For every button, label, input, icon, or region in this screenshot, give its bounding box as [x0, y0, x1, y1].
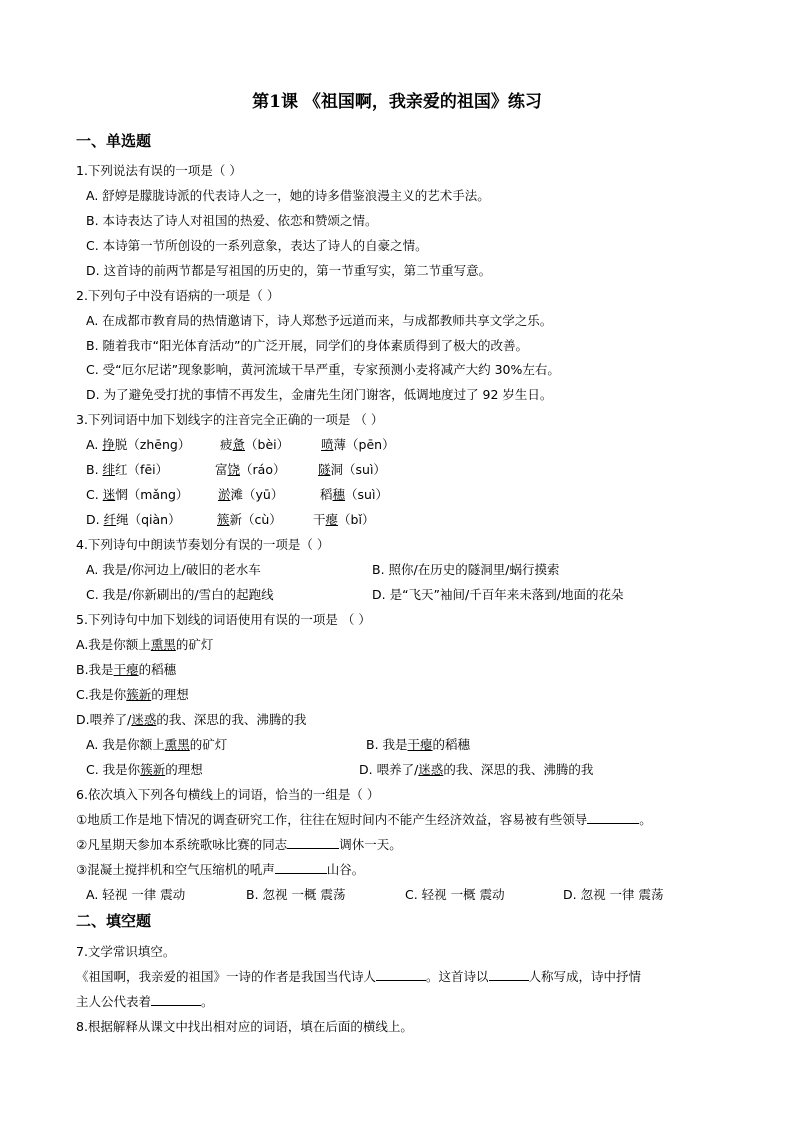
question-2-option-b: B. 随着我市“阳光体育活动”的广泛开展，同学们的身体素质得到了极大的改善。	[86, 338, 528, 353]
question-3-row-b-word-1: B. 绯红（fēi）	[86, 462, 169, 477]
answer-blank	[287, 837, 339, 849]
question-4-option-c: C. 我是/你新刷出的/雪白的起跑线	[86, 587, 274, 602]
question-6-sentence-1: ①地质工作是地下情况的调查研究工作，往往在短时间内不能产生经济效益，容易被有些领导 。	[76, 812, 652, 827]
question-6-sentence-2: ②凡星期天参加本系统歌咏比赛的同志 调休一天。	[76, 837, 402, 852]
question-6-option-d: D. 忽视 一律 震荡	[563, 887, 664, 902]
question-3-row-b-word-2: 富饶（ráo）	[215, 462, 286, 477]
question-3-row-a-word-3: 喷薄（pēn）	[321, 437, 395, 452]
question-5-line-a: A.我是你额上熏黑的矿灯	[76, 637, 214, 652]
question-4-stem: 4.下列诗句中朗读节奏划分有误的一项是（ ）	[76, 537, 330, 552]
question-6-stem: 6.依次填入下列各句横线上的词语，恰当的一组是（ ）	[76, 787, 380, 802]
question-8-stem: 8.根据解释从课文中找出相对应的词语，填在后面的横线上。	[76, 1019, 413, 1034]
question-4-option-a: A. 我是/你河边上/破旧的老水车	[86, 562, 261, 577]
question-5-line-c: C.我是你簇新的理想	[76, 687, 189, 702]
question-3-row-c-word-3: 稻穗（suì）	[320, 487, 388, 502]
question-1-option-a: A. 舒婷是朦胧诗派的代表诗人之一，她的诗多借鉴浪漫主义的艺术手法。	[86, 188, 490, 203]
question-5-option-d: D. 喂养了/迷惑的我、深思的我、沸腾的我	[359, 762, 594, 777]
question-1-option-b: B. 本诗表达了诗人对祖国的热爱、依恋和赞颂之情。	[86, 213, 378, 228]
question-3-row-c-word-1: C. 迷惘（mǎng）	[86, 487, 189, 502]
question-3-row-a-word-2: 疲惫（bèi）	[220, 437, 290, 452]
question-1-stem: 1.下列说法有误的一项是（ ）	[76, 163, 242, 178]
section-heading-fill-in: 二、填空题	[76, 912, 152, 930]
answer-blank	[376, 969, 426, 981]
question-2-option-d: D. 为了避免受打扰的事情不再发生，金庸先生闭门谢客，低调地度过了 92 岁生日。	[86, 387, 553, 402]
question-6-option-c: C. 轻视 一概 震动	[405, 887, 505, 902]
question-5-option-c: C. 我是你簇新的理想	[86, 762, 203, 777]
answer-blank	[489, 969, 529, 981]
question-6-option-b: B. 忽视 一概 震荡	[246, 887, 346, 902]
question-3-row-c-word-2: 淤滩（yū）	[218, 487, 284, 502]
question-4-option-d: D. 是“飞天”袖间/千百年来未落到/地面的花朵	[372, 587, 624, 602]
question-7-line-1: 《祖国啊，我亲爱的祖国》一诗的作者是我国当代诗人 。这首诗以 人称写成，诗中抒情	[76, 969, 642, 984]
question-5-stem: 5.下列诗句中加下划线的词语使用有误的一项是 （ ）	[76, 612, 371, 627]
question-5-line-d: D.喂养了/迷惑的我、深思的我、沸腾的我	[76, 712, 307, 727]
question-2-stem: 2.下列句子中没有语病的一项是（ ）	[76, 288, 280, 303]
question-3-row-d-word-1: D. 纤绳（qiàn）	[86, 512, 181, 527]
question-5-line-b: B.我是干瘪的稻穗	[76, 662, 177, 677]
question-3-row-d-word-3: 干瘪（bǐ）	[313, 512, 375, 527]
question-2-option-a: A. 在成都市教育局的热情邀请下，诗人郑愁予远道而来，与成都教师共享文学之乐。	[86, 313, 553, 328]
answer-blank	[151, 994, 201, 1006]
page-title: 第1课 《祖国啊，我亲爱的祖国》练习	[252, 92, 542, 112]
answer-blank	[587, 812, 639, 824]
question-3-row-a-word-1: A. 挣脱（zhēng）	[86, 437, 191, 452]
question-3-row-b-word-3: 隧洞（suì）	[318, 462, 386, 477]
question-1-option-d: D. 这首诗的前两节都是写祖国的历史的，第一节重写实，第二节重写意。	[86, 263, 492, 278]
answer-blank	[275, 862, 327, 874]
question-7-stem: 7.文学常识填空。	[76, 944, 176, 959]
section-heading-single-choice: 一、单选题	[76, 132, 152, 150]
question-4-option-b: B. 照你/在历史的隧洞里/蜗行摸索	[372, 562, 560, 577]
question-6-sentence-3: ③混凝土搅拌机和空气压缩机的吼声 山谷。	[76, 862, 365, 877]
question-5-option-b: B. 我是干瘪的稻穗	[366, 737, 471, 752]
question-7-line-2: 主人公代表着 。	[76, 994, 214, 1009]
question-3-row-d-word-2: 簇新（cù）	[217, 512, 282, 527]
question-5-option-a: A. 我是你额上熏黑的矿灯	[86, 737, 228, 752]
question-2-option-c: C. 受“厄尔尼诺”现象影响，黄河流域干旱严重，专家预测小麦将减产大约 30%左右。	[86, 362, 560, 377]
question-1-option-c: C. 本诗第一节所创设的一系列意象，表达了诗人的自豪之情。	[86, 238, 428, 253]
question-3-stem: 3.下列词语中加下划线字的注音完全正确的一项是 （ ）	[76, 412, 384, 427]
question-6-option-a: A. 轻视 一律 震动	[86, 887, 186, 902]
